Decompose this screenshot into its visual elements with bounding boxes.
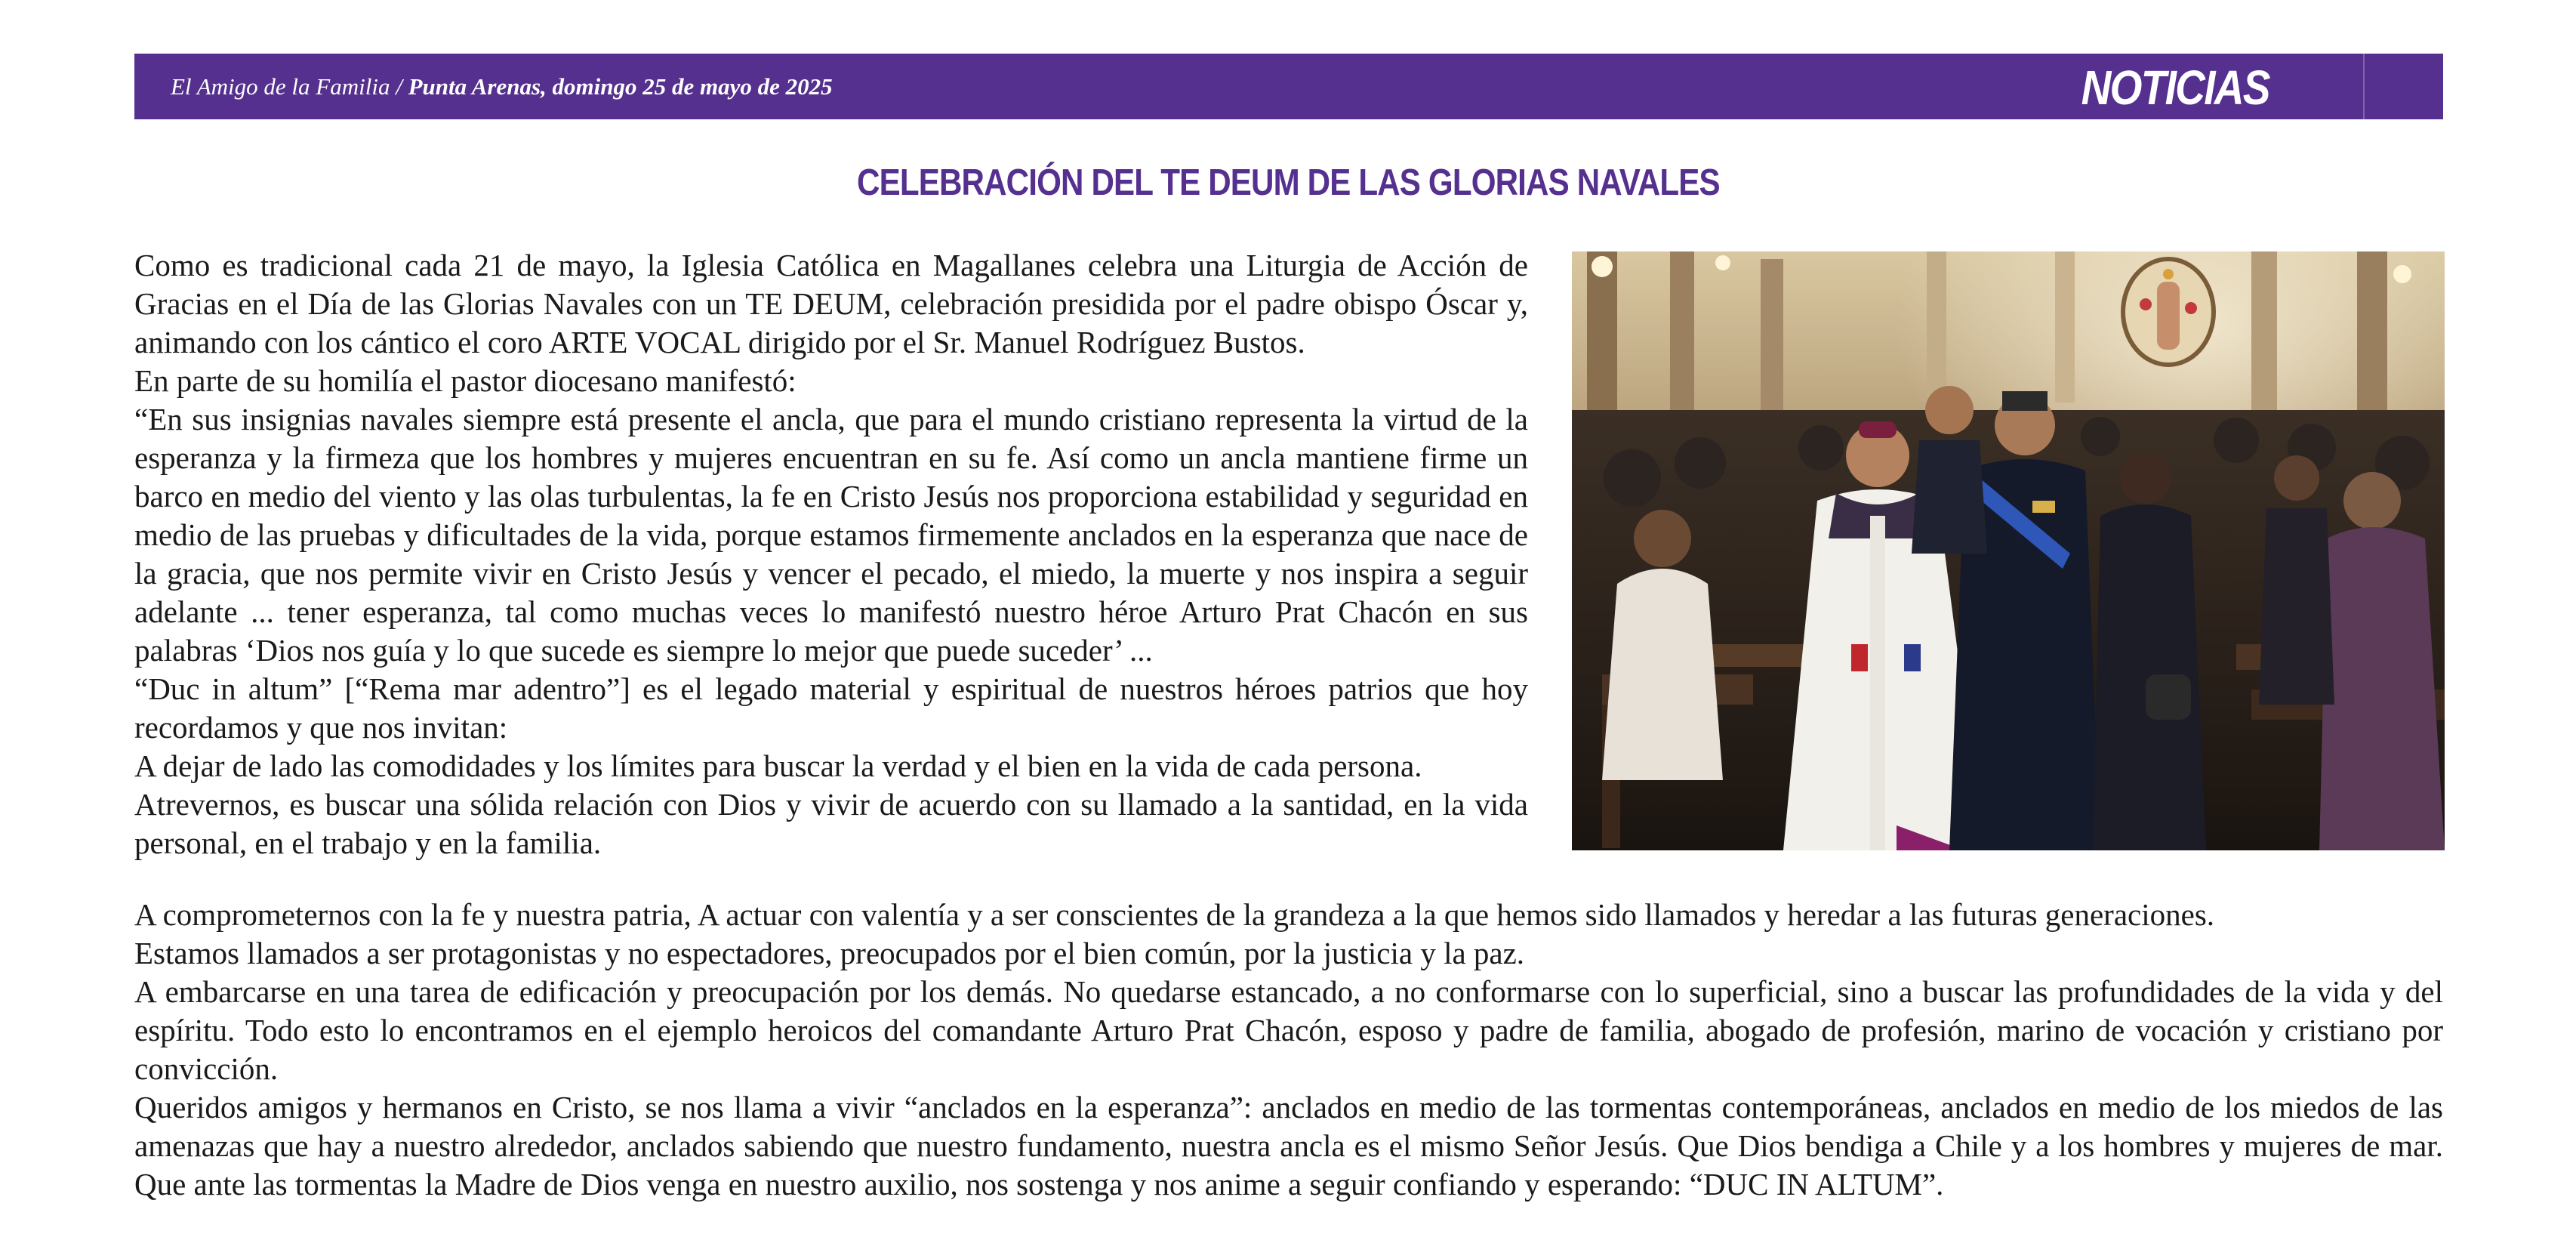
article-paragraph: Estamos llamados a ser protagonistas y no espectadores, preocupados por el bien común, por la justicia y la paz.	[134, 936, 1525, 970]
article-paragraph: En parte de su homilía el pastor diocesano manifestó:	[134, 363, 797, 398]
article-body-fullwidth	[134, 896, 2443, 1204]
article-paragraph: “En sus insignias navales siempre está presente el ancla, que para el mundo cristiano representa la virtud de la esperanza y la firmeza que los hombres y mujeres encuentran en su fe. Así como un ancla mantiene firme un barco en medio del viento y las olas turbulentas, la fe en Cristo Jesús nos proporciona estabilidad y seguridad en medio de las pruebas y dificultades de la vida, porque estamos firmemente anclados en la esperanza que nace de la gracia, que nos permite vivir en Cristo Jesús y vencer el pecado, el miedo, la muerte y nos inspira a seguir adelante ... tener esperanza, tal como muchas veces lo manifestó nuestro héroe Arturo Prat Chacón en sus palabras ‘Dios nos guía y lo que sucede es siempre lo mejor que puede suceder’ ...	[134, 402, 1528, 668]
article-paragraph: Queridos amigos y hermanos en Cristo, se nos llama a vivir “anclados en la esperanza”: anclados en medio de las tormentas contemporáneas, anclados en medio de los miedos de las amenazas que hay a nuestro alrededor, anclados sabiendo que nuestro fundamento, nuestra ancla es el mismo Señor Jesús. Que Dios bendiga a Chile y a los hombres y mujeres de mar. Que ante las tormentas la Madre de Dios venga en nuestro auxilio, nos sostenga y nos anime a seguir confiando y esperando: “DUC IN ALTUM”.	[134, 1090, 2443, 1202]
article-paragraph: A dejar de lado las comodidades y los límites para buscar la verdad y el bien en la vida de cada persona.	[134, 748, 1422, 783]
masthead-dateline	[171, 54, 833, 119]
masthead-divider	[2363, 54, 2365, 119]
article-title: CELEBRACIÓN DEL TE DEUM DE LAS GLORIAS NAVALES	[856, 162, 1720, 203]
church-procession-photo	[1572, 251, 2445, 850]
article-paragraph: A embarcarse en una tarea de edificación y preocupación por los demás. No quedarse estancado, a no conformarse con lo superficial, sino a buscar las profundidades de la vida y del espíritu. Todo esto lo encontramos en el ejemplo heroicos del comandante Arturo Prat Chacón, esposo y padre de familia, abogado de profesión, marino de vocación y cristiano por convicción.	[134, 974, 2443, 1086]
article-paragraph: Como es tradicional cada 21 de mayo, la Iglesia Católica en Magallanes celebra una Liturgia de Acción de Gracias en el Día de las Glorias Navales con un TE DEUM, celebración presidida por el padre obispo Óscar y, animando con los cántico el coro ARTE VOCAL dirigido por el Sr. Manuel Rodríguez Bustos.	[134, 248, 1528, 359]
publication-name: El Amigo de la Familia	[171, 73, 390, 100]
article-paragraph: “Duc in altum” [“Rema mar adentro”] es el legado material y espiritual de nuestros héroes patrios que hoy recordamos y que nos invitan:	[134, 671, 1528, 745]
article-body-column	[134, 246, 1528, 862]
masthead-separator: /	[390, 73, 408, 100]
article-photo	[1572, 251, 2445, 850]
section-label: NOTICIAS	[2081, 60, 2269, 115]
article-paragraph: Atrevernos, es buscar una sólida relación con Dios y vivir de acuerdo con su llamado a la santidad, en la vida personal, en el trabajo y en la familia.	[134, 787, 1528, 860]
dateline-text: Punta Arenas, domingo 25 de mayo de 2025	[408, 73, 833, 100]
masthead-bar	[134, 54, 2443, 119]
article-headline	[0, 162, 2576, 204]
article-paragraph: A comprometernos con la fe y nuestra patria, A actuar con valentía y a ser conscientes de la grandeza a la que hemos sido llamados y heredar a las futuras generaciones.	[134, 897, 2215, 932]
